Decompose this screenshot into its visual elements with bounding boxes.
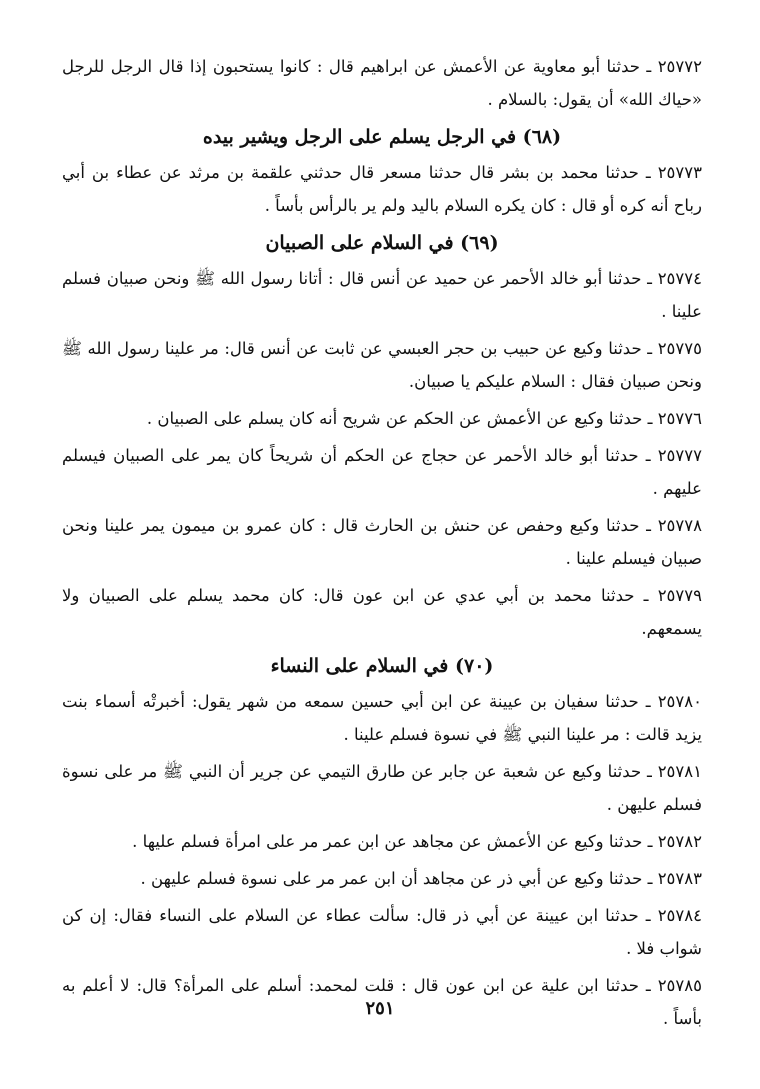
hadith-25785: ٢٥٧٨٥ ـ حدثنا ابن علية عن ابن عون قال : قلت لمحمد: أسلم على المرأة؟ قال: لا أعلم به بأساً . [62,976,702,1028]
chapter-heading-68: (٦٨) في الرجل يسلم على الرجل ويشير بيده [202,126,562,148]
hadith-25776: ٢٥٧٧٦ ـ حدثنا وكيع عن الأعمش عن الحكم عن شريح أنه كان يسلم على الصبيان . [146,409,702,428]
page-number: ٢٥١ [365,998,395,1019]
hadith-25783: ٢٥٧٨٣ ـ حدثنا وكيع عن أبي ذر عن مجاهد أن ابن عمر مر على نسوة فسلم عليهن . [140,869,702,888]
chapter-heading-69: (٦٩) في السلام على الصبيان [265,232,499,254]
hadith-25777: ٢٥٧٧٧ ـ حدثنا أبو خالد الأحمر عن حجاج عن الحكم أن شريحاً كان يمر على الصبيان فيسلم عليهم . [62,446,702,498]
page-body [62,50,702,1039]
hadith-25782: ٢٥٧٨٢ ـ حدثنا وكيع عن الأعمش عن مجاهد عن ابن عمر مر على امرأة فسلم عليها . [132,832,702,851]
chapter-heading-70: (٧٠) في السلام على النساء [270,655,494,677]
hadith-25779: ٢٥٧٧٩ ـ حدثنا محمد بن أبي عدي عن ابن عون قال: كان محمد يسلم على الصبيان ولا يسمعهم. [62,586,702,638]
hadith-25778: ٢٥٧٧٨ ـ حدثنا وكيع وحفص عن حنش بن الحارث قال : كان عمرو بن ميمون يمر علينا ونحن صبيان فيسلم علينا . [62,516,702,568]
hadith-25774: ٢٥٧٧٤ ـ حدثنا أبو خالد الأحمر عن حميد عن أنس قال : أتانا رسول الله ﷺ ونحن صبيان فسلم علينا . [62,269,702,321]
hadith-25781: ٢٥٧٨١ ـ حدثنا وكيع عن شعبة عن جابر عن طارق التيمي عن جرير أن النبي ﷺ مر على نسوة فسلم عليهن . [62,762,702,814]
hadith-25784: ٢٥٧٨٤ ـ حدثنا ابن عيينة عن أبي ذر قال: سألت عطاء عن السلام على النساء فقال: إن كن شواب فلا . [62,906,702,958]
hadith-25773: ٢٥٧٧٣ ـ حدثنا محمد بن بشر قال حدثنا مسعر قال حدثني علقمة بن مرثد عن عطاء بن أبي رباح أنه كره أو قال : كان يكره السلام باليد ولم ير بالرأس بأساً . [62,163,702,215]
hadith-25780: ٢٥٧٨٠ ـ حدثنا سفيان بن عيينة عن ابن أبي حسين سمعه من شهر يقول: أخبرتْه أسماء بنت يزيد قالت : مر علينا النبي ﷺ في نسوة فسلم علينا . [62,692,702,744]
hadith-25772: ٢٥٧٧٢ ـ حدثنا أبو معاوية عن الأعمش عن ابراهيم قال : كانوا يستحبون إذا قال الرجل للرجل «حياك الله» أن يقول: بالسلام . [62,57,702,109]
hadith-25775: ٢٥٧٧٥ ـ حدثنا وكيع عن حبيب بن حجر العبسي عن ثابت عن أنس قال: مر علينا رسول الله ﷺ ونحن صبيان فقال : السلام عليكم يا صبيان. [62,339,702,391]
